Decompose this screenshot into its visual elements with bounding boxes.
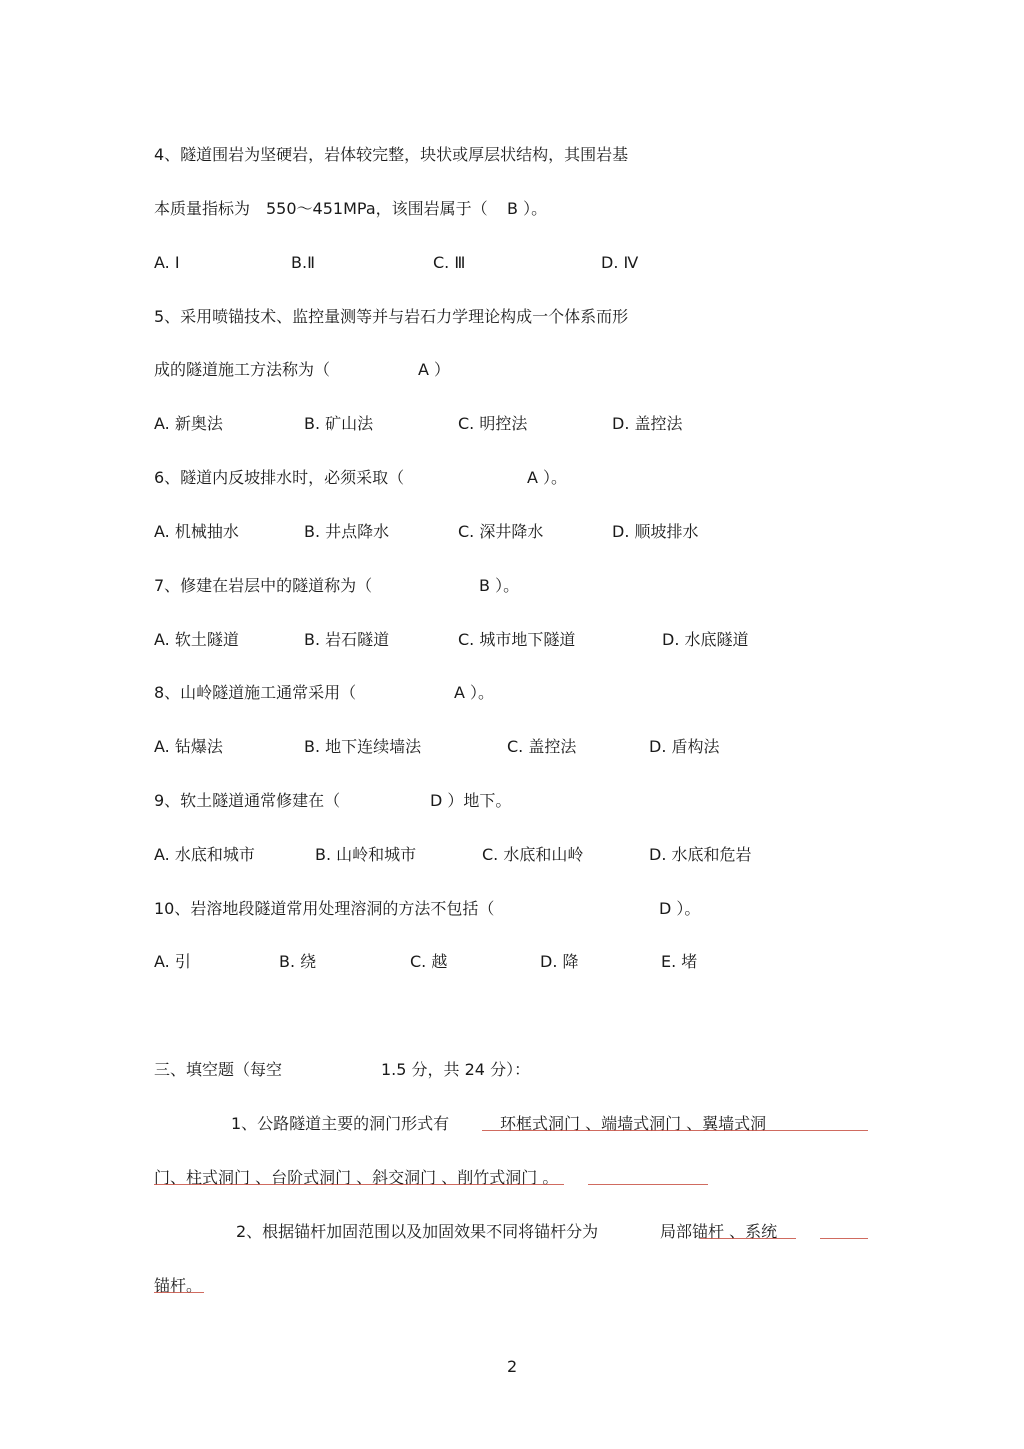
q6-stem: 6、隧道内反坡排水时，必须采取（ <box>154 468 405 487</box>
q7-option-a: A. 软土隧道 <box>154 630 239 649</box>
q7-stem: 7、修建在岩层中的隧道称为（ <box>154 576 373 595</box>
page-number: 2 <box>507 1357 518 1376</box>
q4-option-d: D. Ⅳ <box>601 253 639 272</box>
fill1-blank-underline <box>588 1184 708 1185</box>
q9-stem: 9、软土隧道通常修建在（ <box>154 791 341 810</box>
q4-stem-line2-b: 550～451MPa，该围岩属于（ <box>266 199 488 218</box>
q5-option-a: A. 新奥法 <box>154 414 223 433</box>
q4-answer: B ）。 <box>507 199 548 218</box>
q6-option-b: B. 井点降水 <box>304 522 390 541</box>
q6-option-d: D. 顺坡排水 <box>612 522 699 541</box>
fill1-answer-underline-2 <box>154 1184 564 1185</box>
fill1-intro: 1、公路隧道主要的洞门形式有 <box>231 1114 450 1133</box>
q10-option-a: A. 引 <box>154 952 191 971</box>
fill2-intro: 2、根据锚杆加固范围以及加固效果不同将锚杆分为 <box>236 1222 599 1241</box>
q7-option-c: C. 城市地下隧道 <box>458 630 576 649</box>
q4-stem-line1: 4、隧道围岩为坚硬岩，岩体较完整，块状或厚层状结构，其围岩基 <box>154 145 629 164</box>
q8-option-b: B. 地下连续墙法 <box>304 737 422 756</box>
q9-option-b: B. 山岭和城市 <box>315 845 417 864</box>
q4-stem-line2-a: 本质量指标为 <box>154 199 251 218</box>
fill2-answer-underline-1 <box>700 1238 796 1239</box>
fill2-answer-line2: 锚杆。 <box>154 1276 203 1295</box>
q8-option-a: A. 钻爆法 <box>154 737 223 756</box>
q9-option-a: A. 水底和城市 <box>154 845 255 864</box>
q9-option-d: D. 水底和危岩 <box>649 845 752 864</box>
q5-stem-line2: 成的隧道施工方法称为（ <box>154 360 331 379</box>
q8-stem: 8、山岭隧道施工通常采用（ <box>154 683 357 702</box>
q5-option-d: D. 盖控法 <box>612 414 683 433</box>
q5-answer: A ） <box>418 360 451 379</box>
fill1-answer-line1: 环框式洞门 、端墙式洞门 、翼墙式洞 <box>500 1114 767 1133</box>
q10-option-e: E. 堵 <box>661 952 698 971</box>
q6-option-c: C. 深井降水 <box>458 522 544 541</box>
q4-option-b: B.Ⅱ <box>291 253 315 272</box>
q6-answer: A ）。 <box>527 468 568 487</box>
q10-stem: 10、岩溶地段隧道常用处理溶洞的方法不包括（ <box>154 899 495 918</box>
q10-answer: D ）。 <box>659 899 701 918</box>
q4-option-c: C. Ⅲ <box>433 253 466 272</box>
q10-option-c: C. 越 <box>410 952 448 971</box>
q6-option-a: A. 机械抽水 <box>154 522 239 541</box>
q5-option-b: B. 矿山法 <box>304 414 374 433</box>
q7-option-b: B. 岩石隧道 <box>304 630 390 649</box>
q8-answer: A ）。 <box>454 683 495 702</box>
q7-answer: B ）。 <box>479 576 520 595</box>
q4-option-a: A. Ⅰ <box>154 253 180 272</box>
fill1-answer-underline-1 <box>482 1130 868 1131</box>
q8-option-c: C. 盖控法 <box>507 737 577 756</box>
q10-option-d: D. 降 <box>540 952 579 971</box>
q8-option-d: D. 盾构法 <box>649 737 720 756</box>
q5-option-c: C. 明控法 <box>458 414 528 433</box>
q5-stem-line1: 5、采用喷锚技术、监控量测等并与岩石力学理论构成一个体系而形 <box>154 307 629 326</box>
q7-option-d: D. 水底隧道 <box>662 630 749 649</box>
q10-option-b: B. 绕 <box>279 952 317 971</box>
fill1-answer-line2: 门、柱式洞门 、台阶式洞门 、斜交洞门 、削竹式洞门 。 <box>154 1168 559 1187</box>
q9-option-c: C. 水底和山岭 <box>482 845 584 864</box>
fill2-answer-underline-2 <box>154 1292 204 1293</box>
q9-answer: D ）地下。 <box>430 791 512 810</box>
section3-heading-a: 三、填空题（每空 <box>154 1060 283 1079</box>
fill2-answer-line1: 局部锚杆 、系统 <box>660 1222 778 1241</box>
fill2-blank-underline <box>820 1238 868 1239</box>
section3-heading-b: 1.5 分，共 24 分）： <box>381 1060 531 1079</box>
